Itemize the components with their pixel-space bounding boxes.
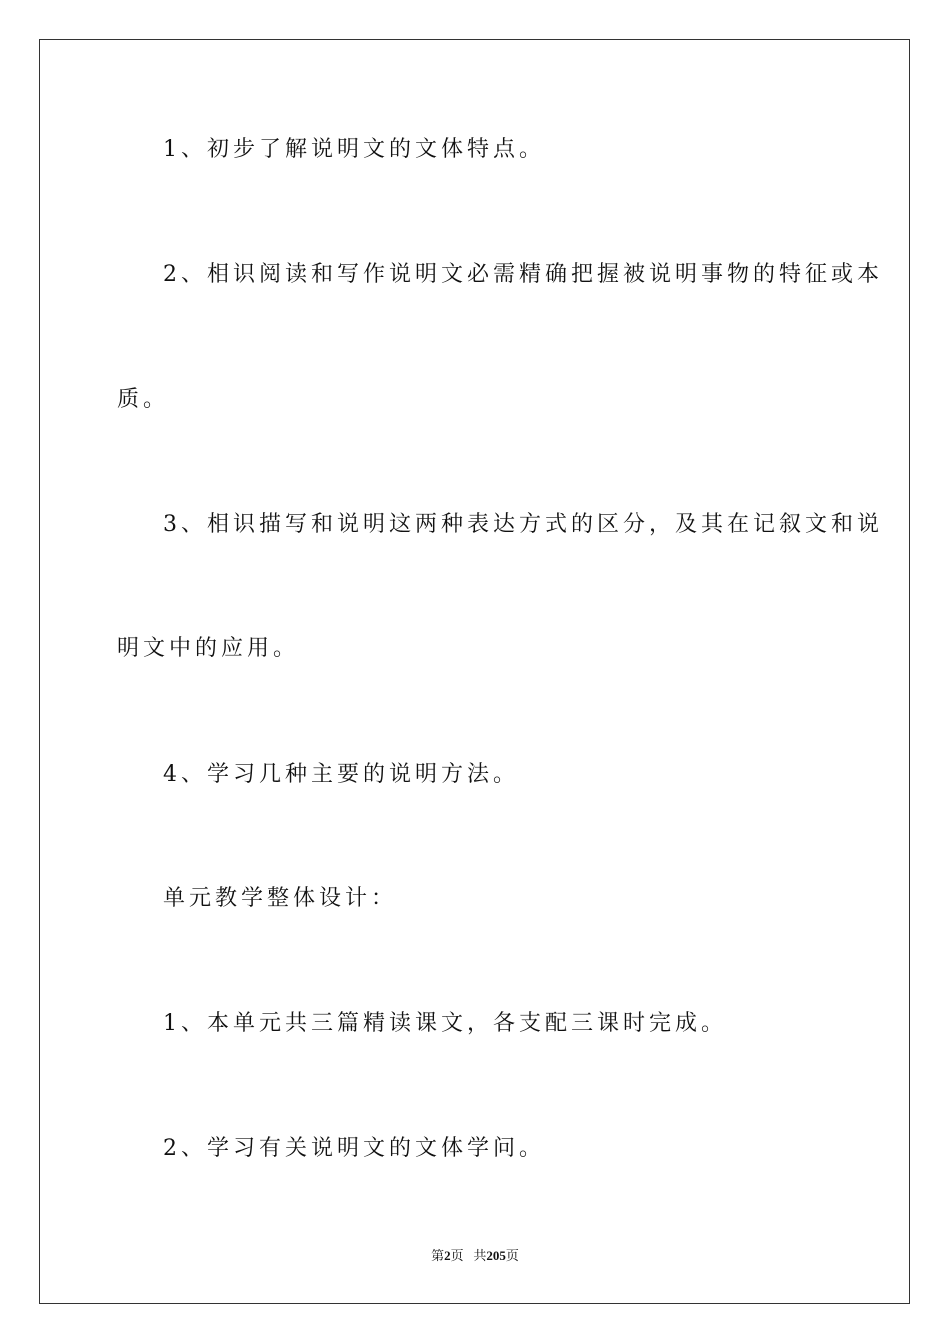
paragraph-line-3-continued: 明文中的应用。 [117,636,300,661]
footer-page-number: 2 [444,1248,451,1263]
paragraph-line-6: 2、学习有关说明文的文体学问。 [163,1136,545,1161]
page-footer [0,1248,950,1264]
paragraph-line-5: 1、本单元共三篇精读课文，各支配三课时完成。 [163,1011,727,1036]
footer-total-suffix: 页 [505,1248,519,1263]
paragraph-line-3: 3、相识描写和说明这两种表达方式的区分，及其在记叙文和说 [163,512,883,537]
footer-total-pages: 205 [486,1248,506,1263]
footer-page-prefix: 第 [431,1248,445,1263]
page-frame [39,39,910,1304]
footer-total-prefix: 共 [473,1248,487,1263]
section-heading: 单元教学整体设计： [163,886,398,911]
paragraph-line-4: 4、学习几种主要的说明方法。 [163,762,519,787]
paragraph-line-1: 1、初步了解说明文的文体特点。 [163,137,545,162]
paragraph-line-2: 2、相识阅读和写作说明文必需精确把握被说明事物的特征或本 [163,262,883,287]
paragraph-line-2-continued: 质。 [117,387,170,412]
footer-page-suffix: 页 [450,1248,464,1263]
